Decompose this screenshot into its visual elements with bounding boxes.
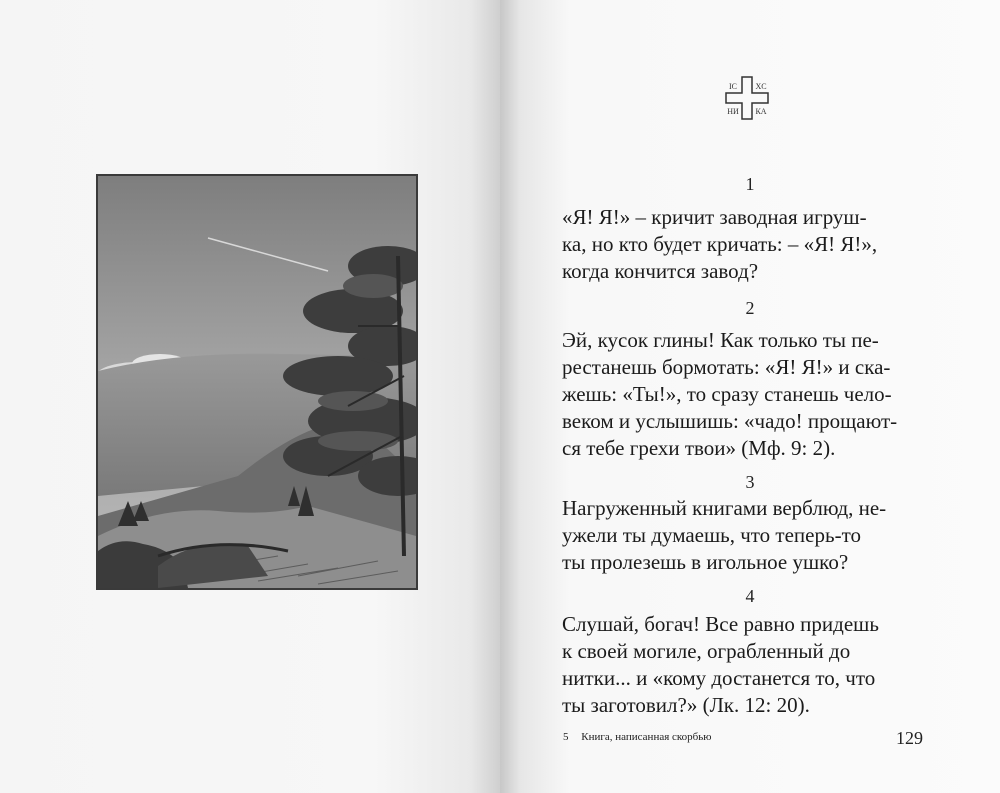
section-text-2 [562,327,942,462]
text-line: когда кончится завод? [562,259,759,283]
text-line: к своей могиле, ограбленный до [562,639,851,663]
emblem-top-right: XC [755,82,767,91]
text-line: Слушай, богач! Все равно придешь [562,612,879,636]
emblem-bottom-left: НИ [727,107,739,116]
orthodox-cross-emblem [722,73,772,123]
section-text-1 [562,204,942,285]
text-line: «Я! Я!» – кричит заводная игруш- [562,205,867,229]
landscape-illustration [96,174,418,590]
pine-coast-drawing [98,176,416,588]
text-line: нитки... и «кому достанется то, что [562,666,876,690]
page-number: 129 [896,728,923,748]
text-line: ты пролезешь в игольное ушко? [562,550,849,574]
section-number-4: 4 [745,586,755,606]
text-line: Эй, кусок глины! Как только ты пе- [562,328,879,352]
section-text-3 [562,495,942,576]
signature-title: Книга, написанная скорбью [581,731,712,743]
text-line: рестанешь бормотать: «Я! Я!» и ска- [562,355,891,379]
emblem-top-left: IC [729,82,737,91]
text-line: ся тебе грехи твои» (Мф. 9: 2). [562,436,836,460]
section-number-3: 3 [745,472,755,492]
signature-number: 5 [563,731,569,743]
section-number-2: 2 [745,298,755,318]
printer-signature [563,731,712,743]
text-line: жешь: «Ты!», то сразу станешь чело- [562,382,892,406]
emblem-bottom-right: КА [755,107,767,116]
cross-icon [722,73,772,123]
text-line: ты заготовил?» (Лк. 12: 20). [562,693,810,717]
text-line: ка, но кто будет кричать: – «Я! Я!», [562,232,878,256]
text-line: ужели ты думаешь, что теперь-то [562,523,861,547]
section-number-1: 1 [745,174,755,194]
text-line: Нагруженный книгами верблюд, не- [562,496,887,520]
section-text-4 [562,611,942,719]
text-line: веком и услышишь: «чадо! прощают- [562,409,898,433]
